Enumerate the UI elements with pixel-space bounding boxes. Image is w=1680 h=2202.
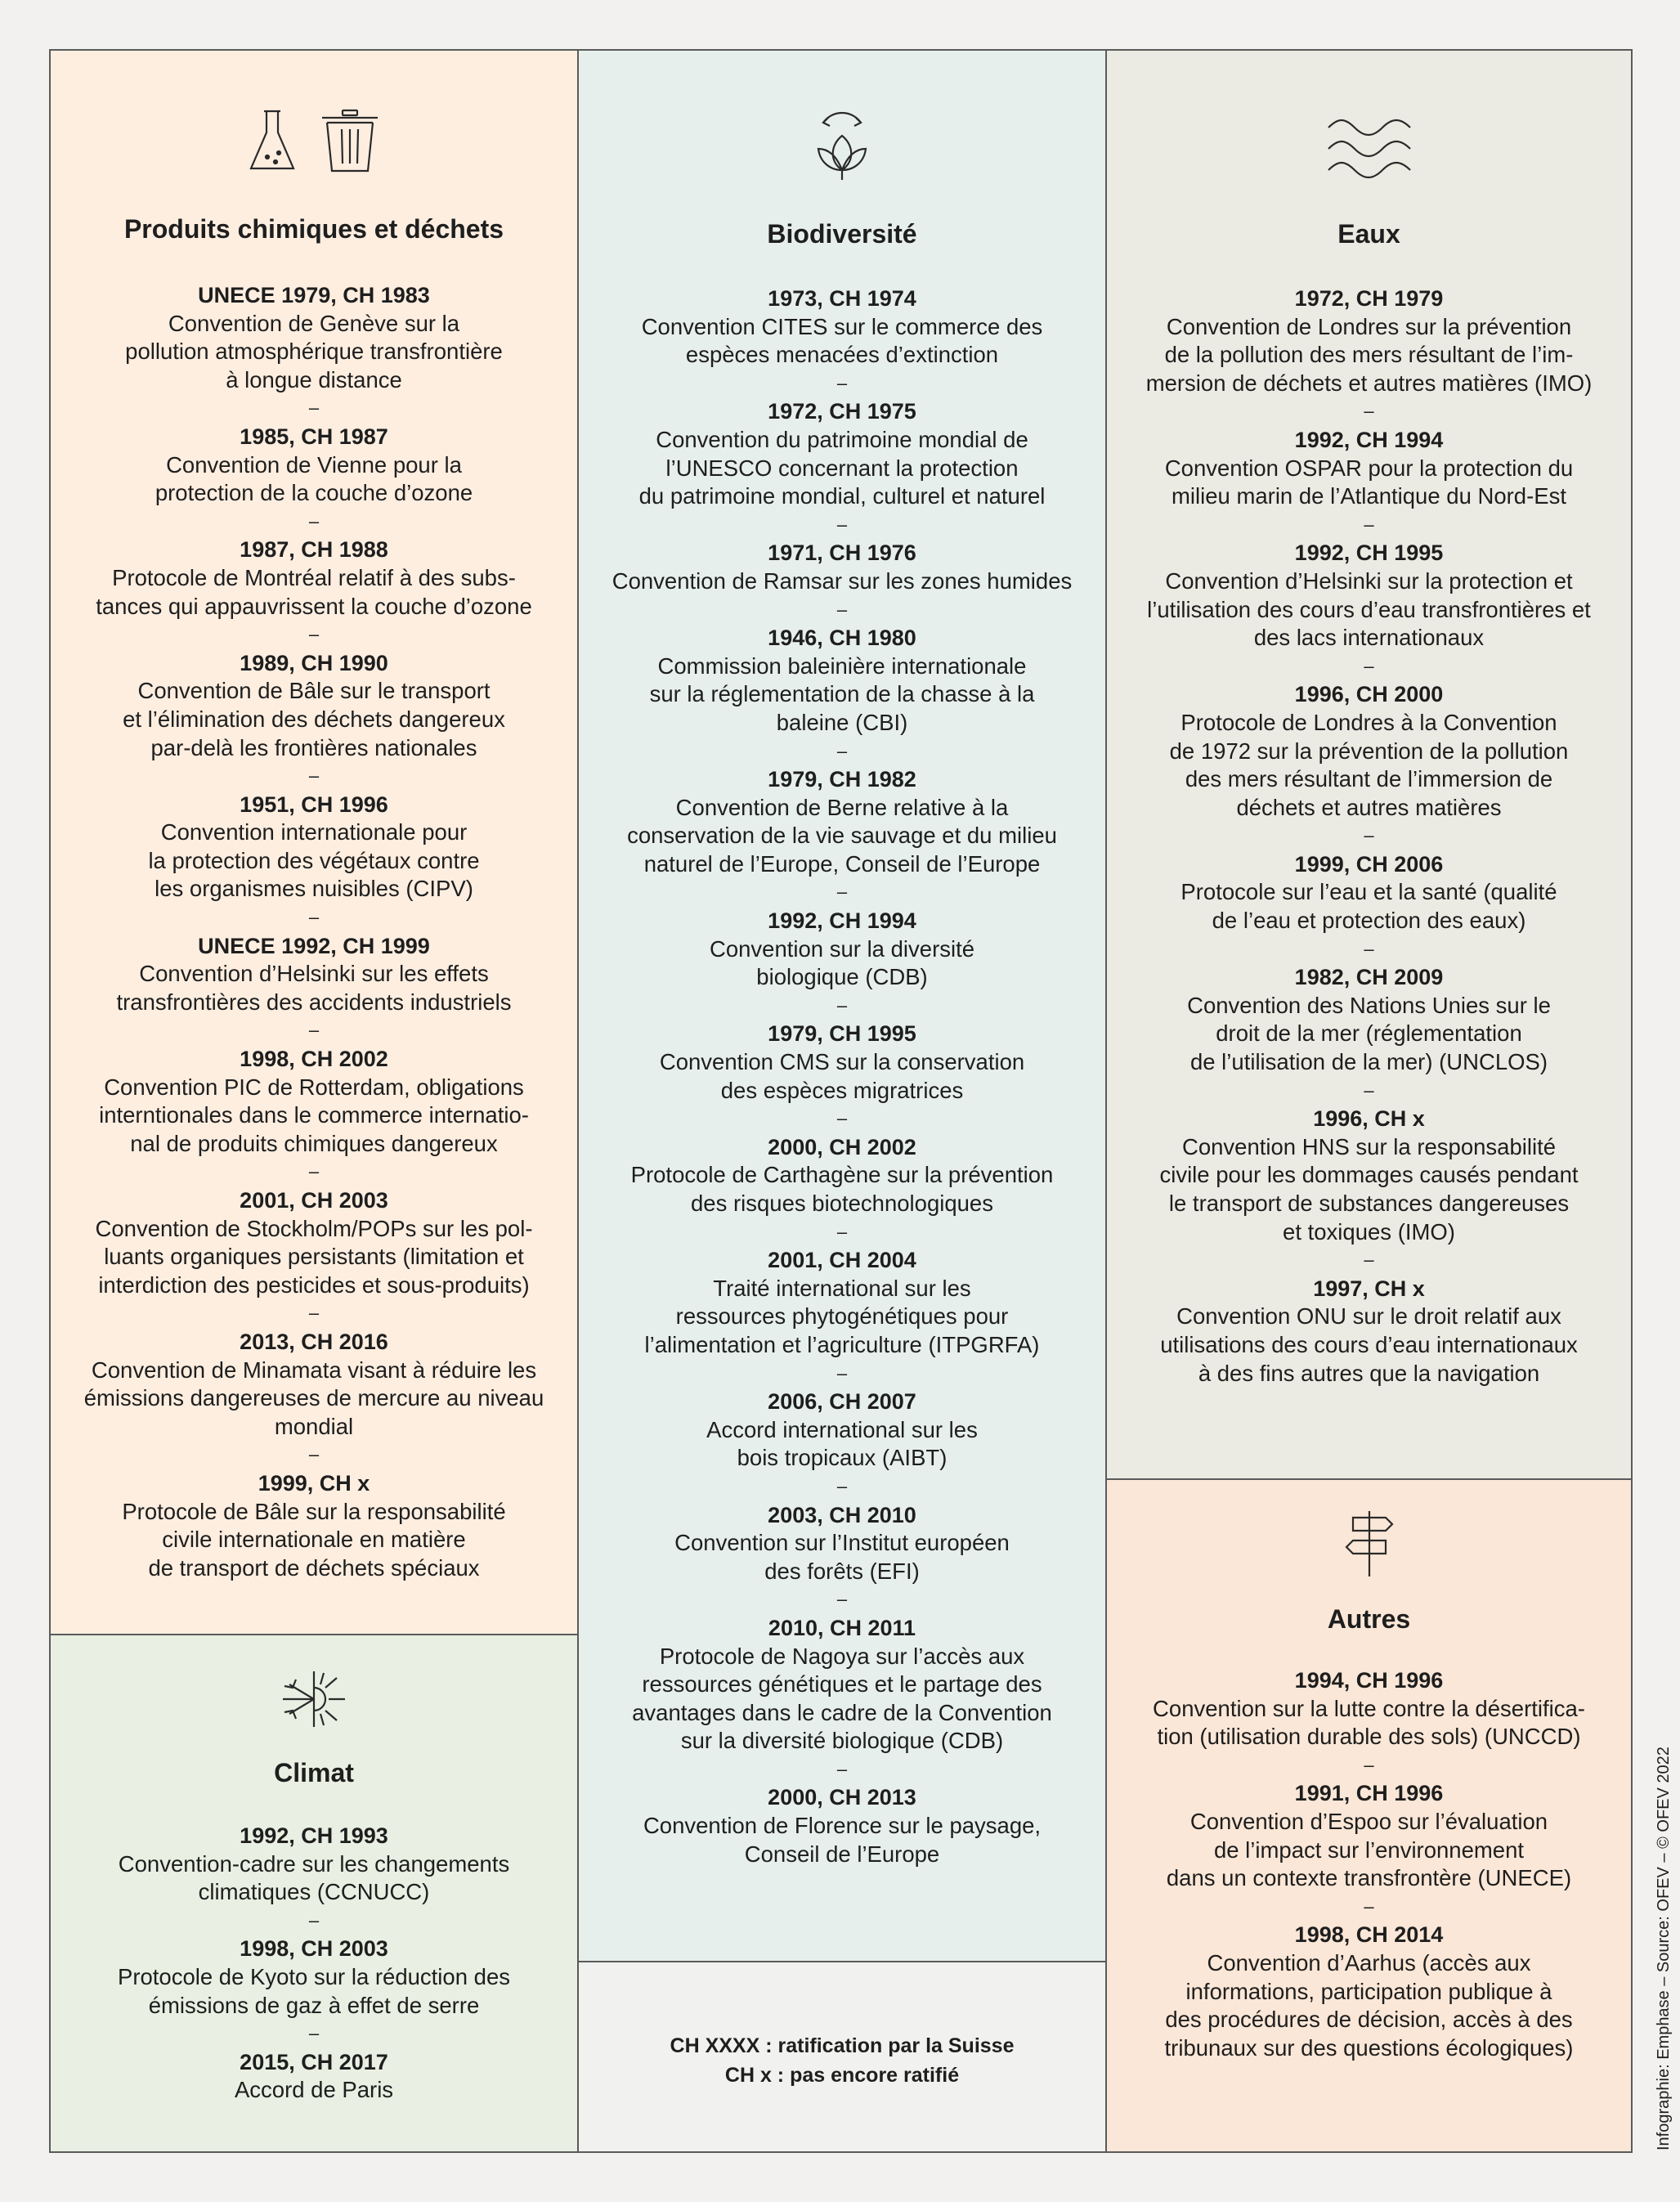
entry-separator: – [1364,401,1374,422]
convention-entry [585,1501,1099,1586]
entry-separator: – [308,765,320,787]
entry-year: 1998, CH 2002 [240,1047,388,1072]
legend-not-ratified: CH x : pas encore ratifié [724,2064,960,2087]
entry-description: Protocole de Carthagène sur la prévention des risques biotechnologiques [630,1162,1054,1216]
entry-year: 1996, CH x [1313,1106,1425,1132]
convention-entry [57,536,571,621]
entry-description: Convention d’Aarhus (accès aux informations, participation publique à des procédures de décision, accès à des tribunaux sur des questions écologiques) [1164,1949,1574,2061]
convention-entry [585,1246,1099,1359]
entry-year: 1992, CH 1993 [240,1823,388,1848]
entry-separator: – [836,1758,848,1779]
entry-description: Convention de Genève sur la pollution atmosphérique transfrontière à longue distance [125,310,503,392]
convention-entry [1113,1779,1624,1892]
convention-entry [57,649,571,762]
entry-separator: – [308,2023,320,2044]
convention-entry [57,1186,571,1299]
entry-separator: – [1364,1754,1374,1775]
panel-other [1105,1478,1633,2153]
entry-description: Convention de Florence sur le paysage, Conseil de l’Europe [643,1813,1042,1867]
entry-description: Convention de Vienne pour la protection de la couche d’ozone [155,451,473,506]
entry-year: 2001, CH 2003 [240,1188,388,1213]
entry-year: 2013, CH 2016 [240,1329,388,1354]
entry-separator: – [836,514,848,535]
entry-list [57,1822,571,2105]
entry-description: Protocole de Bâle sur la responsabilité civile internationale en matière de transport de déchets spéciaux [122,1498,506,1581]
entry-year: 2000, CH 2002 [768,1134,916,1159]
entry-description: Protocole de Nagoya sur l’accès aux ressources génétiques et le partage des avantages dans le cadre de la Convention sur la diversité biologique (CDB) [632,1643,1052,1754]
entry-description: Convention CMS sur la conservation des espèces migratrices [659,1049,1025,1103]
entry-year: 1992, CH 1994 [768,908,916,934]
entry-description: Convention du patrimoine mondial de l’UNESCO concernant la protection du patrimoine mondial, culturel et naturel [638,426,1046,509]
convention-entry [585,1388,1099,1473]
entry-year: 1973, CH 1974 [768,286,916,311]
convention-entry [57,2048,571,2105]
entry-year: 1979, CH 1995 [768,1021,916,1047]
entry-separator: – [836,1589,848,1610]
convention-entry [57,1935,571,2020]
entry-separator: – [836,1108,848,1129]
trash-bin-icon [320,108,380,173]
waves-icon [1327,116,1412,182]
entry-year: 2015, CH 2017 [240,2049,388,2074]
entry-description: Convention CITES sur le commerce des espèces menacées d’extinction [641,313,1043,368]
panel-icons [1107,1509,1631,1578]
panel-title: Produits chimiques et déchets [123,214,504,244]
entry-list [57,281,571,1582]
entry-year: 2006, CH 2007 [768,1389,916,1415]
convention-entry [585,1783,1099,1868]
convention-entry [585,1614,1099,1756]
legend [579,2031,1105,2090]
entry-list [585,285,1099,1868]
entry-description: Convention de Berne relative à la conservation de la vie sauvage et du milieu naturel de l’Europe, Conseil de l’Europe [627,794,1057,877]
panel-chemicals-waste [49,49,579,1635]
entry-separator: – [308,1020,320,1041]
entry-description: Convention-cadre sur les changements climatiques (CCNUCC) [118,1850,510,1905]
entry-list [1113,1666,1624,2062]
convention-entry [1113,963,1624,1076]
entry-year: 1994, CH 1996 [1294,1668,1444,1693]
entry-separator: – [1364,1895,1374,1917]
entry-description: Convention d’Helsinki sur les effets transfrontières des accidents industriels [116,961,512,1015]
convention-entry [1113,539,1624,652]
entry-year: 2010, CH 2011 [768,1615,916,1640]
entry-description: Convention sur l’Institut européen des forêts (EFI) [674,1530,1010,1584]
entry-description: Accord de Paris [234,2077,394,2103]
convention-entry [57,1469,571,1582]
panel-icons [579,108,1105,182]
convention-entry [1113,1921,1624,2062]
entry-description: Convention internationale pour la protection des végétaux contre les organismes nuisibles (CIPV) [148,819,480,902]
entry-description: Convention de Bâle sur le transport et l’élimination des déchets dangereux par-delà les frontières nationales [123,678,505,760]
entry-description: Convention OSPAR pour la protection du milieu marin de l’Atlantique du Nord-Est [1164,455,1574,509]
snowflake-sun-icon [275,1668,353,1730]
convention-entry [57,1822,571,1907]
entry-year: 1999, CH 2006 [1294,851,1444,877]
entry-description: Convention d’Espoo sur l’évaluation de l’impact sur l’environnement dans un contexte transfrontère (UNECE) [1166,1808,1572,1891]
entry-separator: – [836,740,848,761]
panel-title: Biodiversité [767,219,917,249]
flask-icon [248,108,297,173]
entry-description: Convention de Londres sur la prévention de la pollution des mers résultant de l’im- mersion de déchets et autres matières (IMO) [1145,313,1593,396]
entry-separator: – [308,1444,320,1465]
entry-description: Accord international sur les bois tropicaux (AIBT) [706,1416,978,1471]
entry-separator: – [308,1303,320,1324]
entry-year: 1982, CH 2009 [1294,965,1444,990]
entry-year: 1979, CH 1982 [768,767,916,792]
convention-entry [585,285,1099,370]
entry-year: 1998, CH 2003 [240,1936,388,1962]
entry-description: Convention HNS sur la responsabilité civile pour les dommages causés pendant le transport de substances dangereuses et toxiques (IMO) [1159,1133,1579,1245]
entry-separator: – [308,510,320,531]
entry-description: Convention sur la lutte contre la désertifica- tion (utilisation durable des sols) (UNCCD) [1153,1695,1585,1750]
entry-separator: – [1364,825,1374,846]
entry-description: Protocole de Kyoto sur la réduction des émissions de gaz à effet de serre [117,1963,510,2018]
entry-year: 1972, CH 1975 [768,399,916,424]
entry-year: 1985, CH 1987 [240,424,388,449]
entry-year: 1998, CH 2014 [1294,1922,1444,1948]
entry-separator: – [1364,655,1374,676]
entry-separator: – [1364,1249,1374,1271]
entry-separator: – [836,599,848,620]
entry-year: 2003, CH 2010 [768,1502,916,1527]
convention-entry [585,765,1099,878]
panel-title: Eaux [1337,219,1400,249]
convention-entry [1113,1666,1624,1751]
entry-description: Convention ONU sur le droit relatif aux utilisations des cours d’eau internationaux à des fins autres que la navigation [1160,1303,1578,1386]
entry-description: Convention PIC de Rotterdam, obligations interntionales dans le commerce internatio- nal de produits chimiques dangereux [99,1074,529,1156]
entry-year: 1997, CH x [1313,1276,1425,1301]
entry-separator: – [1364,1079,1374,1101]
entry-year: 2001, CH 2004 [768,1248,916,1273]
entry-separator: – [308,624,320,645]
entry-year: 1992, CH 1994 [1294,427,1444,452]
entry-year: 1996, CH 2000 [1294,682,1444,707]
convention-entry [57,932,571,1017]
convention-entry [57,423,571,508]
convention-entry [585,1133,1099,1218]
entry-separator: – [308,1161,320,1182]
convention-entry [585,1020,1099,1105]
entry-description: Convention de Stockholm/POPs sur les pol- luants organiques persistants (limitation et interdiction des pesticides et sous-produits) [95,1215,533,1298]
panel-icons [1107,116,1631,182]
convention-entry [585,539,1099,595]
entry-year: UNECE 1979, CH 1983 [198,283,430,307]
entry-year: 1991, CH 1996 [1294,1781,1444,1806]
panel-biodiversity [577,49,1107,1962]
convention-entry [57,281,571,394]
entry-year: 2000, CH 2013 [768,1785,916,1810]
convention-entry [585,907,1099,992]
entry-separator: – [308,1909,320,1931]
convention-entry [1113,1275,1624,1388]
convention-entry [57,1328,571,1441]
entry-year: 1951, CH 1996 [240,792,388,817]
panel-climate [49,1634,579,2153]
entry-year: 1989, CH 1990 [240,650,388,675]
entry-description: Traité international sur les ressources phytogénétiques pour l’alimentation et l’agriculture (ITPGRFA) [644,1275,1040,1357]
signpost-icon [1343,1509,1396,1578]
entry-year: 1972, CH 1979 [1294,286,1444,311]
panel-legend [577,1961,1107,2153]
panel-icons [51,108,577,173]
entry-description: Convention des Nations Unies sur le droit de la mer (réglementation de l’utilisation de la mer) (UNCLOS) [1187,992,1551,1075]
entry-description: Convention d’Helsinki sur la protection et l’utilisation des cours d’eau transfrontières et des lacs internationaux [1147,567,1591,651]
entry-year: 1987, CH 1988 [240,537,388,563]
entry-description: Convention sur la diversité biologique (CDB) [709,935,975,990]
entry-year: UNECE 1992, CH 1999 [198,933,430,958]
convention-entry [57,791,571,904]
panel-title: Climat [274,1758,354,1787]
entry-separator: – [836,1221,848,1242]
entry-separator: – [836,994,848,1016]
entry-description: Convention de Minamata visant à réduire les émissions dangereuses de mercure au niveau mondial [83,1357,544,1439]
entry-separator: – [308,397,320,419]
entry-separator: – [1364,514,1374,535]
convention-entry [585,624,1099,737]
entry-separator: – [836,1475,848,1496]
convention-entry [1113,850,1624,935]
convention-entry [1113,285,1624,397]
entry-description: Convention de Ramsar sur les zones humides [612,567,1073,594]
entry-description: Protocole de Montréal relatif à des subs- tances qui appauvrissent la couche d’ozone [96,564,532,619]
convention-entry [57,1045,571,1158]
entry-year: 1946, CH 1980 [768,626,916,651]
entry-year: 1992, CH 1995 [1294,540,1444,566]
credit-line: Infographie: Emphase – Source: OFEV – © OFEV 2022 [1655,1747,1673,2150]
convention-entry [585,397,1099,510]
entry-separator: – [1364,938,1374,959]
legend-ratified: CH XXXX : ratification par la Suisse [670,2034,1015,2057]
entry-separator: – [836,881,848,903]
entry-year: 1999, CH x [258,1470,370,1496]
convention-entry [1113,1105,1624,1246]
panel-title: Autres [1327,1604,1411,1634]
convention-entry [1113,680,1624,822]
entry-year: 1971, CH 1976 [768,540,916,566]
entry-description: Protocole sur l’eau et la santé (qualité de l’eau et protection des eaux) [1180,879,1557,934]
entry-separator: – [836,1362,848,1384]
entry-description: Commission baleinière internationale sur la réglementation de la chasse à la baleine (CBI) [649,653,1035,735]
entry-list [1113,285,1624,1388]
entry-description: Protocole de Londres à la Convention de 1972 sur la prévention de la pollution des mers résultant de l’immersion de déchets et autres matières [1169,709,1569,820]
lotus-cycle-icon [805,108,879,182]
entry-separator: – [308,907,320,928]
panel-water [1105,49,1633,1480]
panel-icons [51,1668,577,1730]
entry-separator: – [836,372,848,393]
convention-entry [1113,426,1624,511]
